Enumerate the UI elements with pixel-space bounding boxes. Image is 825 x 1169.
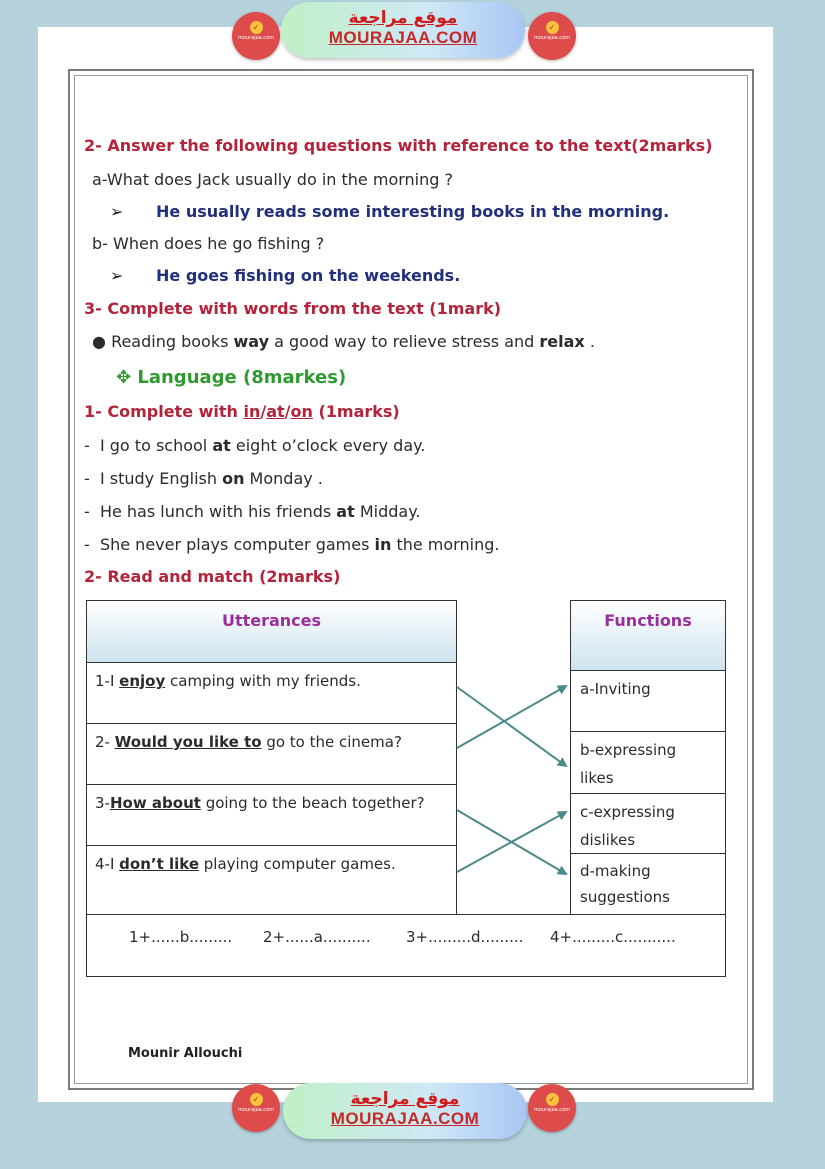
l1-item: - He has lunch with his friends at Midday. <box>84 502 421 521</box>
q3-word-2: relax <box>539 332 585 351</box>
utterance-row: 1-I enjoy camping with my friends. <box>86 662 457 724</box>
bullet-dot-icon: ● <box>92 332 106 351</box>
watermark-logo-left-bottom: ✓ mourajaa.com <box>232 1084 280 1132</box>
q2-question-b: b- When does he go fishing ? <box>92 234 325 253</box>
q3-sentence: ● Reading books way a good way to relieve stress and relax . <box>92 332 595 351</box>
q2-question-a: a-What does Jack usually do in the morning ? <box>92 170 453 189</box>
watermark-site: MOURAJAA.COM <box>330 1109 480 1128</box>
q3-word-1: way <box>233 332 270 351</box>
l1-item: - She never plays computer games in the morning. <box>84 535 500 554</box>
answer-2: 2+......a.......... <box>263 928 371 946</box>
watermark-arabic: موقع مراجعة <box>348 8 458 28</box>
watermark-logo-left-top: ✓ mourajaa.com <box>232 12 280 60</box>
utterance-row: 3-How about going to the beach together? <box>86 784 457 846</box>
author-name: Mounir Allouchi <box>128 1046 243 1061</box>
function-row: d-making suggestions <box>570 853 726 915</box>
match-arrow-1-b <box>457 687 566 766</box>
watermark-site: MOURAJAA.COM <box>328 28 478 47</box>
match-arrow-4-c <box>457 812 566 872</box>
function-row: c-expressing dislikes <box>570 793 726 854</box>
function-row: a-Inviting <box>570 670 726 732</box>
utterances-header: Utterances <box>86 600 457 663</box>
functions-header: Functions <box>570 600 726 671</box>
function-row: b-expressing likes <box>570 731 726 794</box>
language-section-title: ✥ Language (8markes) <box>116 367 347 388</box>
watermark-logo-right-bottom: ✓ mourajaa.com <box>528 1084 576 1132</box>
q2-answer-b: He goes fishing on the weekends. <box>156 266 461 285</box>
l1-item: - I study English on Monday . <box>84 469 323 488</box>
arrow-bullet-icon: ➢ <box>110 266 124 285</box>
answer-1: 1+......b......... <box>129 928 233 946</box>
utterance-row: 2- Would you like to go to the cinema? <box>86 723 457 785</box>
diamond-bullet-icon: ✥ <box>116 367 132 388</box>
watermark-logo-right-top: ✓ mourajaa.com <box>528 12 576 60</box>
answers-row <box>86 914 726 977</box>
l2-heading: 2- Read and match (2marks) <box>84 567 341 586</box>
q2-answer-a: He usually reads some interesting books in the morning. <box>156 202 670 221</box>
utterance-row: 4-I don’t like playing computer games. <box>86 845 457 915</box>
watermark-arabic: موقع مراجعة <box>350 1089 460 1109</box>
l1-heading: 1- Complete with in/at/on (1marks) <box>84 402 400 421</box>
arrow-bullet-icon: ➢ <box>110 202 124 221</box>
answer-4: 4+.........c........... <box>550 928 676 946</box>
q2-heading: 2- Answer the following questions with reference to the text(2marks) <box>84 136 713 155</box>
answer-3: 3+.........d......... <box>406 928 524 946</box>
match-arrow-2-a <box>457 686 566 748</box>
q3-heading: 3- Complete with words from the text (1mark) <box>84 299 502 318</box>
l1-item: - I go to school at eight o’clock every day. <box>84 436 426 455</box>
